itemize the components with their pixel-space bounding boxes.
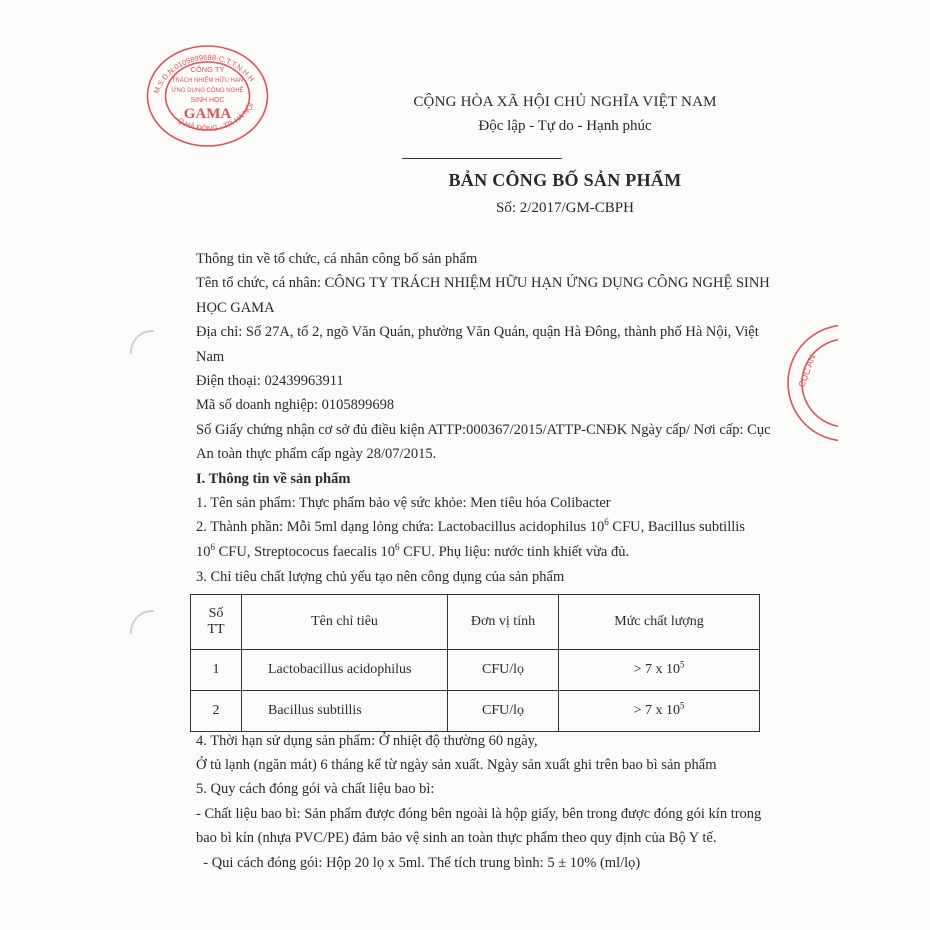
row-no: 1 (191, 650, 242, 691)
org-address-line2: Nam (196, 349, 225, 365)
org-cert-line1: Số Giấy chứng nhận cơ sở đủ điều kiện ATTP:000367/2015/ATTP-CNĐK Ngày cấp/ Nơi cấp: Cục (196, 422, 771, 438)
header-level: Mức chất lượng (559, 595, 760, 650)
packing-heading: 5. Quy cách đóng gói và chất liệu bao bì: (196, 781, 435, 797)
packing-spec: - Qui cách đóng gói: Hộp 20 lọ x 5ml. Thể tích trung bình: 5 ± 10% (ml/lọ) (196, 855, 641, 871)
seal-line2: TRÁCH NHIỆM HỮU HẠN (171, 78, 244, 84)
agency-seal-partial (778, 318, 838, 448)
section-product-heading: I. Thông tin về sản phẩm (196, 471, 351, 487)
seal-line1: CÔNG TY (190, 65, 225, 74)
seal-line5: GAMA (183, 106, 232, 122)
punch-mark (130, 610, 154, 634)
row-unit: CFU/lọ (448, 650, 559, 691)
punch-mark (130, 330, 154, 354)
product-name: 1. Tên sản phẩm: Thực phẩm bảo vệ sức khỏe: Men tiêu hóa Colibacter (196, 495, 611, 511)
product-ingredients-line2: $10^6$ CFU, Streptococus faecalis $10^6$ CFU. Phụ liệu: nước tinh khiết vừa đủ. (196, 542, 630, 560)
motto: Độc lập - Tự do - Hạnh phúc (478, 118, 652, 134)
document-number: Số: 2/2017/GM-CBPH (496, 200, 634, 216)
quality-criteria-heading: 3. Chỉ tiêu chất lượng chủ yếu tạo nên công dụng của sản phẩm (196, 569, 565, 585)
header-criteria: Tên chỉ tiêu (242, 595, 448, 650)
row-unit: CFU/lọ (448, 691, 559, 732)
row-criteria: Bacillus subtillis (242, 691, 448, 732)
header-divider (402, 158, 562, 159)
seal-ring-text: M.S.D.N:0105899698-C.T.T.N.H.H (151, 52, 257, 95)
product-ingredients-line1: 2. Thành phần: Mỗi 5ml dạng lỏng chứa: Lactobacillus acidophilus $10^6$ CFU, Bacillus subtillis (196, 517, 745, 535)
shelf-life-line1: 4. Thời hạn sử dụng sản phẩm: Ở nhiệt độ thường 60 ngày, (196, 733, 538, 749)
agency-seal-text: CỤC AN (796, 353, 818, 389)
row-criteria: Lactobacillus acidophilus (242, 650, 448, 691)
header-unit: Đơn vị tính (448, 595, 559, 650)
org-phone: Điện thoại: 02439963911 (196, 373, 344, 389)
packaging-material-line1: - Chất liệu bao bì: Sản phẩm được đóng bên ngoài là hộp giấy, bên trong được đóng gói kín trong (196, 806, 762, 822)
org-name-line2: HỌC GAMA (196, 300, 275, 316)
shelf-life-line2: Ở tủ lạnh (ngăn mát) 6 tháng kể từ ngày sản xuất. Ngày sản xuất ghi trên bao bì sản phẩm (196, 757, 717, 773)
packaging-material-line2: bao bì kín (nhựa PVC/PE) đảm bảo vệ sinh an toàn thực phẩm theo quy định của Bộ Y tế. (196, 830, 717, 846)
org-name-line1: Tên tổ chức, cá nhân: CÔNG TY TRÁCH NHIỆM HỮU HẠN ỨNG DỤNG CÔNG NGHỆ SINH (196, 275, 770, 291)
country-heading: CỘNG HÒA XÃ HỘI CHỦ NGHĨA VIỆT NAM (413, 94, 717, 110)
org-intro: Thông tin về tổ chức, cá nhân công bố sản phẩm (196, 251, 478, 267)
row-no: 2 (191, 691, 242, 732)
row-level: > 7 x $10^5$ (559, 691, 760, 732)
quality-table (190, 594, 760, 732)
org-address-line1: Địa chỉ: Số 27A, tổ 2, ngõ Văn Quán, phường Văn Quán, quận Hà Đông, thành phố Hà Nội, Việt (196, 324, 759, 340)
row-level: > 7 x $10^5$ (559, 650, 760, 691)
header-no: Số TT (191, 595, 242, 650)
org-cert-line2: An toàn thực phẩm cấp ngày 28/07/2015. (196, 446, 437, 462)
seal-line3: ỨNG DỤNG CÔNG NGHỆ (171, 88, 244, 94)
seal-ring-bottom: Q.HÀ ĐÔNG - TP. HÀ NỘI (176, 101, 256, 134)
table-row (191, 691, 760, 732)
org-tax-code: Mã số doanh nghiệp: 0105899698 (196, 397, 395, 413)
seal-line4: SINH HỌC (190, 97, 225, 104)
document-title: BẢN CÔNG BỐ SẢN PHẨM (448, 170, 682, 190)
table-header-row (191, 595, 760, 650)
table-row (191, 650, 760, 691)
